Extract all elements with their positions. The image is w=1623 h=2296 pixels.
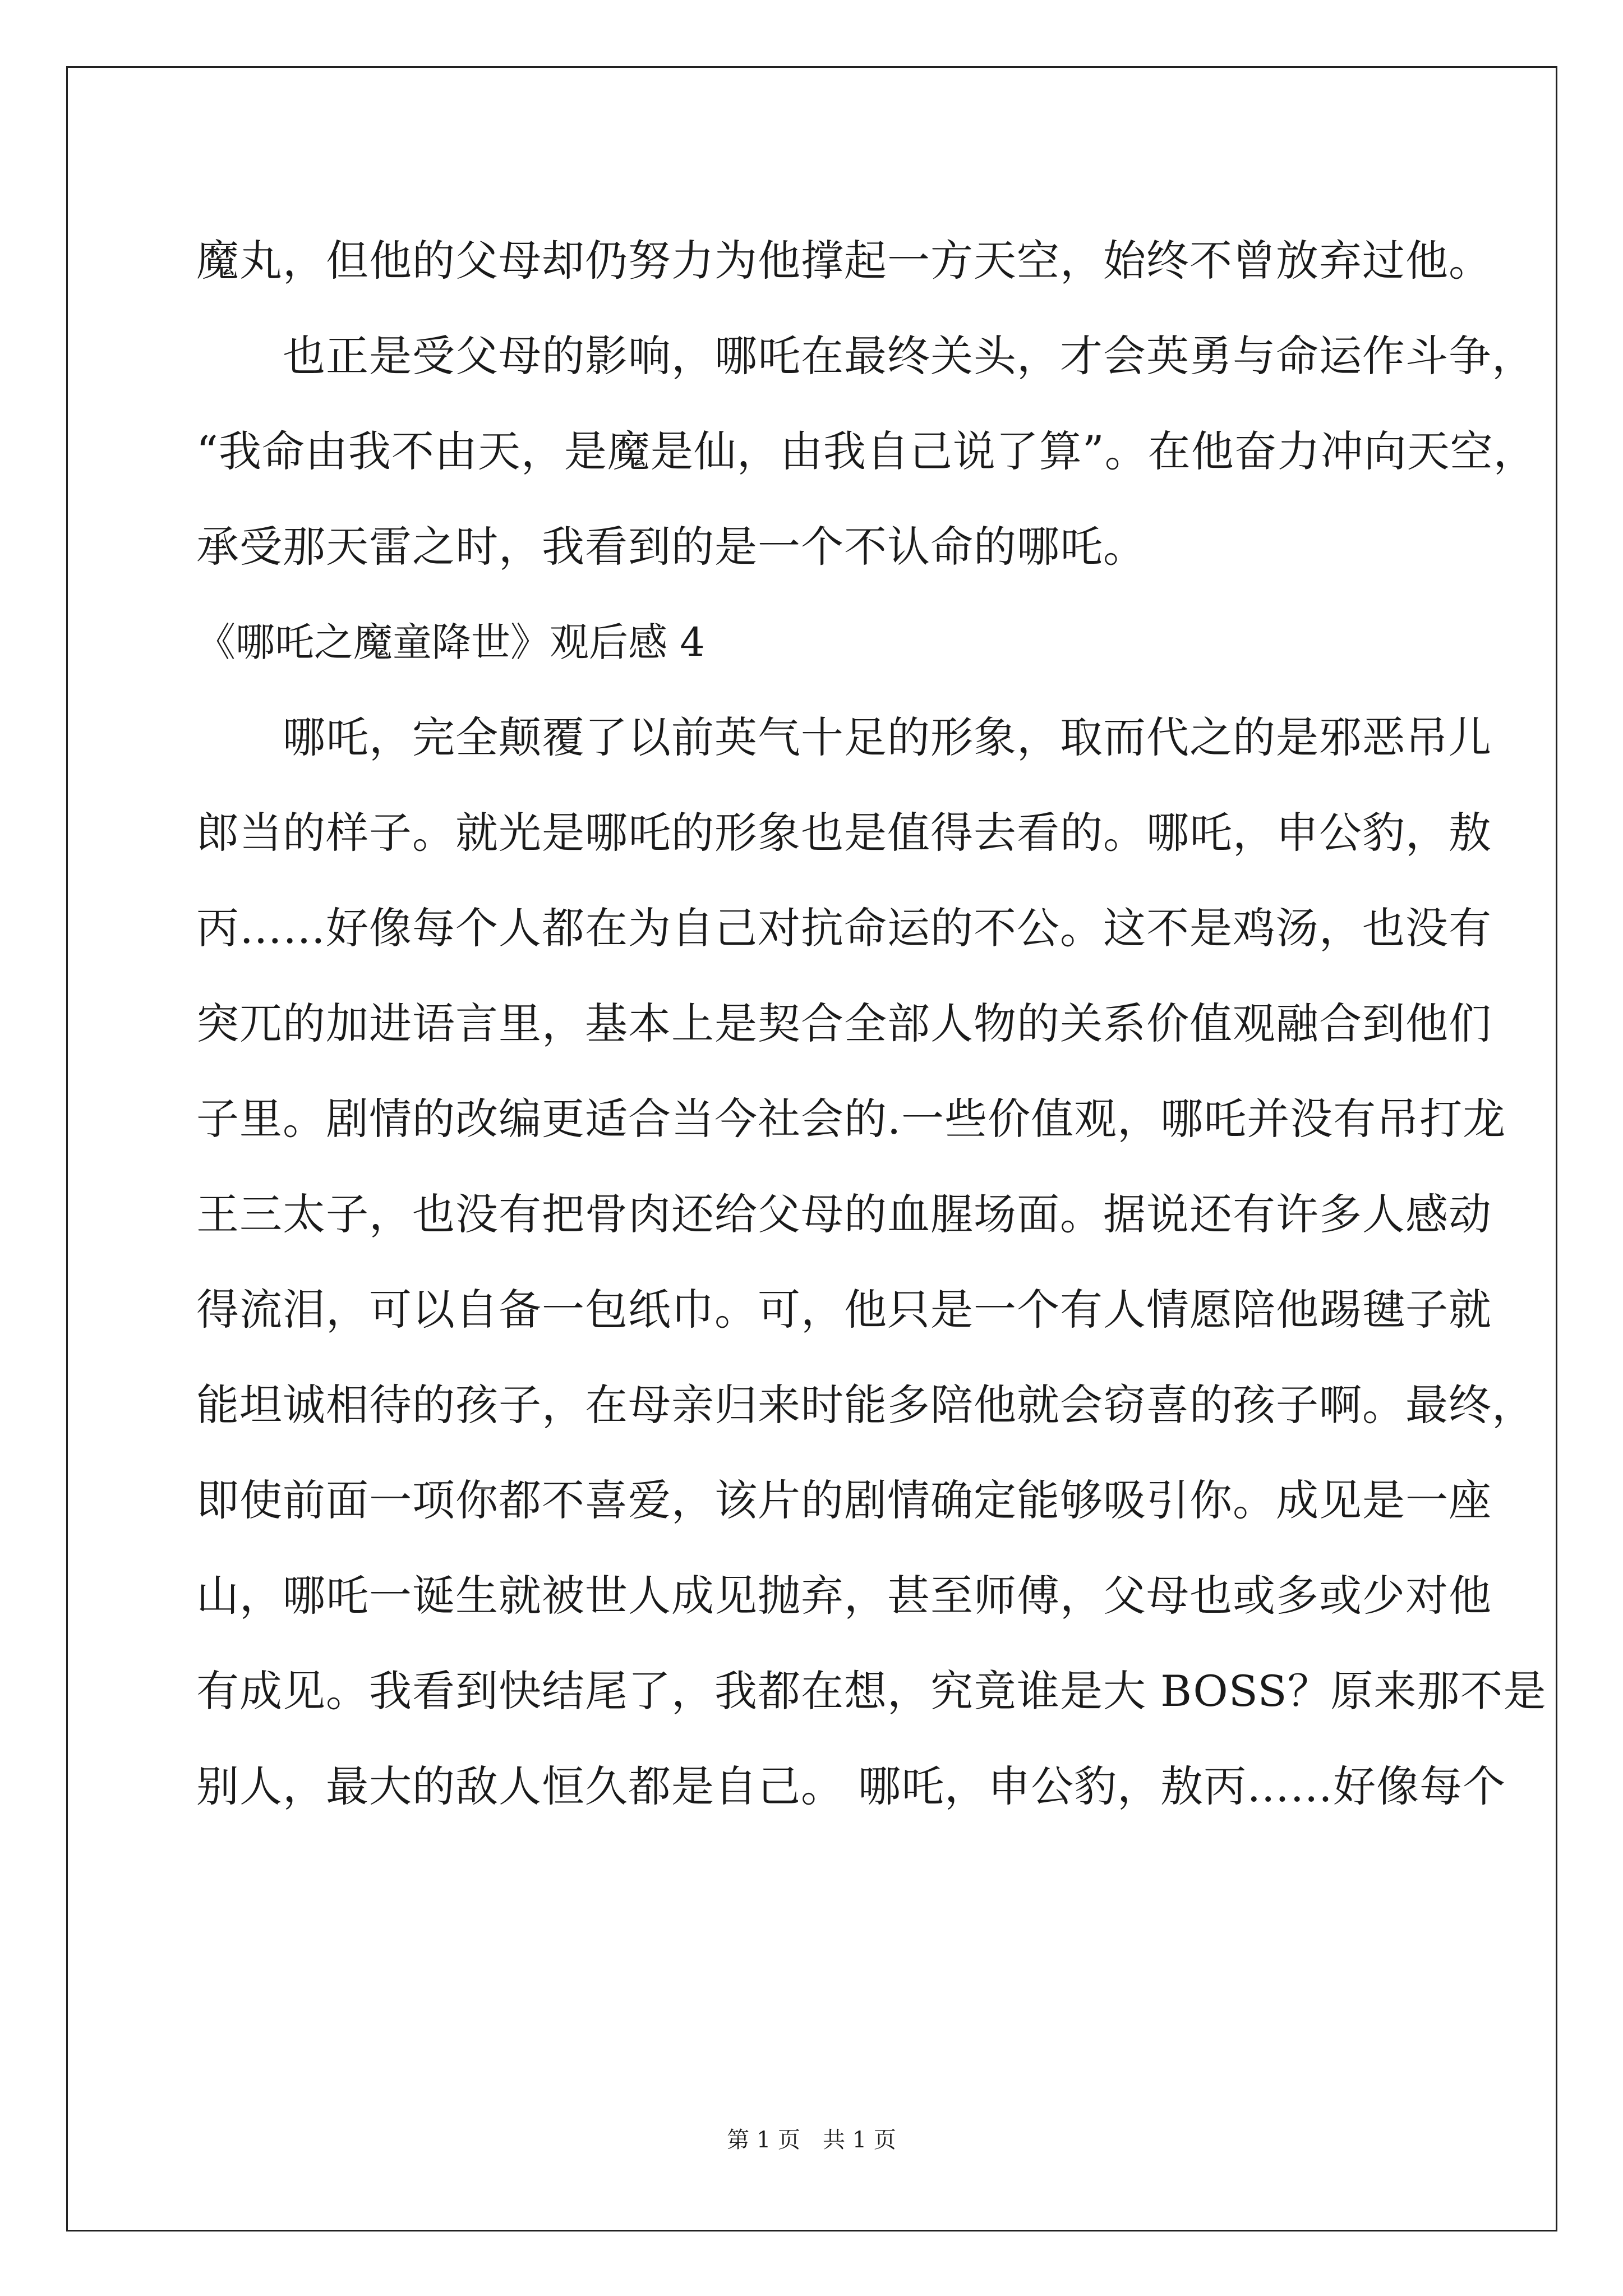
text-line: 能坦诚相待的孩子，在母亲归来时能多陪他就会窃喜的孩子啊。最终， — [196, 1380, 1535, 1430]
text-line: 也正是受父母的影响，哪吒在最终关头，才会英勇与命运作斗争， — [196, 331, 1535, 381]
text-line: “我命由我不由天，是魔是仙，由我自己说了算”。在他奋力冲向天空， — [196, 426, 1537, 476]
text-line: 别人，最大的敌人恒久都是自己。 哪吒，申公豹，敖丙……好像每个 — [196, 1761, 1506, 1811]
text-line: 丙……好像每个人都在为自己对抗命运的不公。这不是鸡汤，也没有 — [196, 903, 1492, 953]
page-number-footer: 第 1 页 共 1 页 — [727, 2127, 896, 2153]
section-title: 《哪吒之魔童降世》观后感 4 — [196, 619, 705, 665]
text-line: 山，哪吒一诞生就被世人成见抛弃，甚至师傅，父母也或多或少对他 — [196, 1571, 1492, 1621]
text-line: 有成见。我看到快结尾了，我都在想，究竟谁是大 BOSS？原来那不是 — [196, 1666, 1547, 1716]
document-body — [196, 213, 1547, 1834]
text-line: 即使前面一项你都不喜爱，该片的剧情确定能够吸引你。成见是一座 — [196, 1475, 1492, 1525]
text-line: 突兀的加进语言里，基本上是契合全部人物的关系价值观融合到他们 — [196, 999, 1492, 1048]
text-line: 得流泪，可以自备一包纸巾。可，他只是一个有人情愿陪他踢毽子就 — [196, 1285, 1492, 1335]
text-line: 哪吒，完全颠覆了以前英气十足的形象，取而代之的是邪恶吊儿 — [196, 712, 1492, 762]
text-line: 承受那天雷之时，我看到的是一个不认命的哪吒。 — [196, 522, 1146, 572]
text-line: 魔丸，但他的父母却仍努力为他撑起一方天空，始终不曾放弃过他。 — [196, 236, 1492, 286]
text-line: 子里。剧情的改编更适合当今社会的.一些价值观，哪吒并没有吊打龙 — [196, 1094, 1506, 1144]
text-line: 郎当的样子。就光是哪吒的形象也是值得去看的。哪吒，申公豹，敖 — [196, 808, 1492, 858]
text-line: 王三太子，也没有把骨肉还给父母的血腥场面。据说还有许多人感动 — [196, 1189, 1492, 1239]
